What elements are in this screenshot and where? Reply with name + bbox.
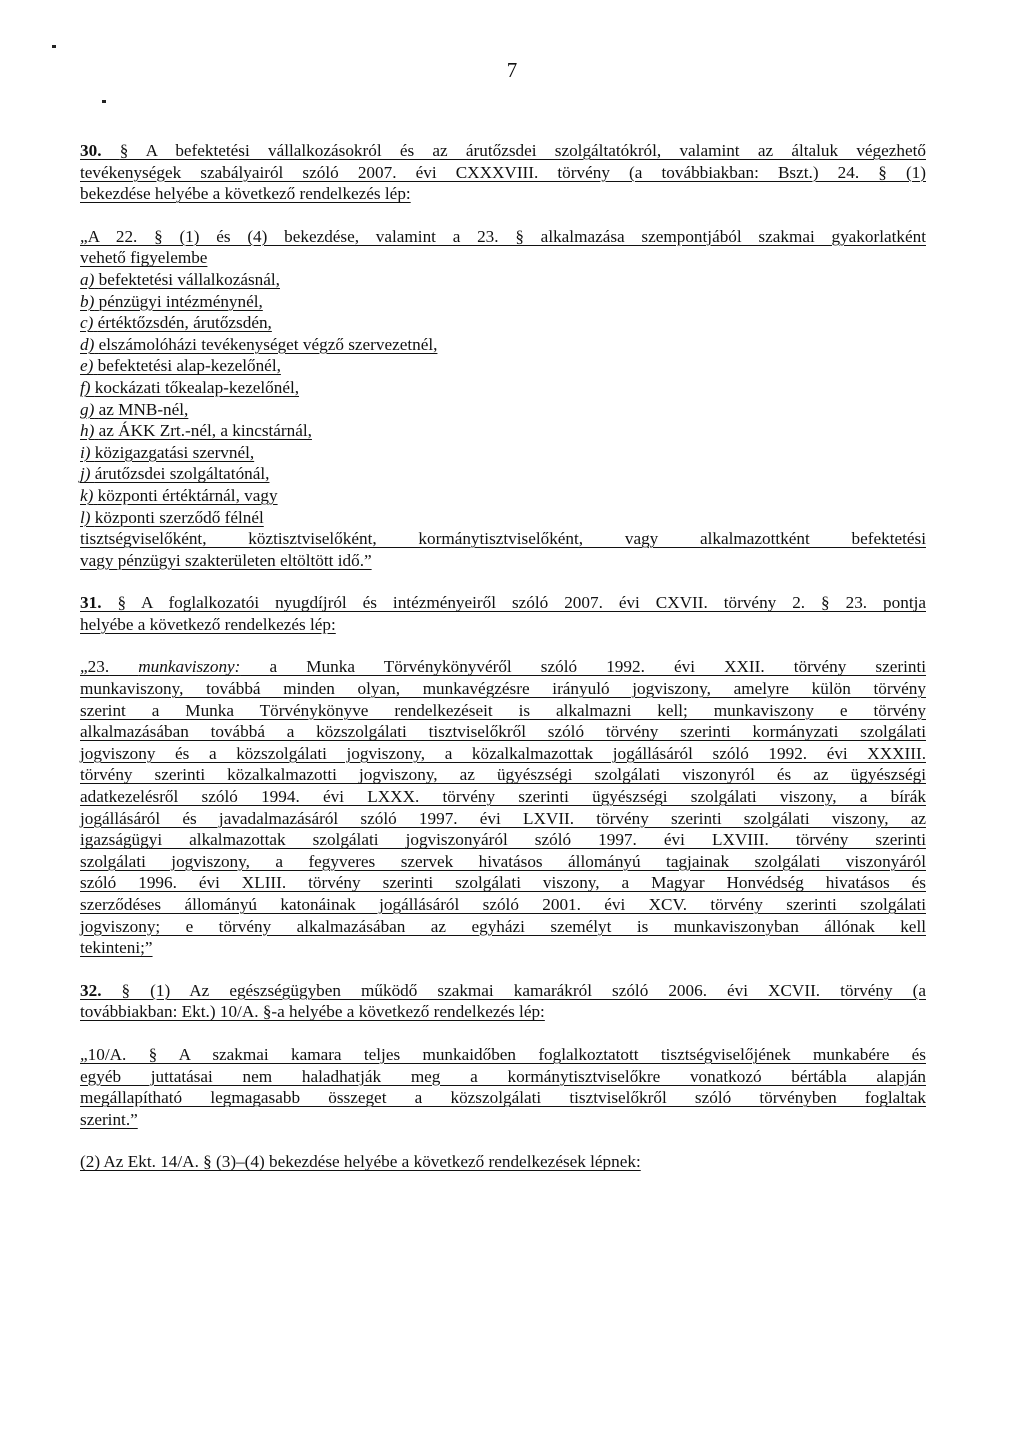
list-item	[80, 507, 926, 529]
text-line: szerint a Munka Törvénykönyve rendelkezéseit is alkalmazni kell; munkaviszony e törvény	[80, 700, 926, 720]
scan-mark	[52, 45, 56, 48]
list-item	[80, 399, 926, 421]
definition-text	[80, 678, 926, 937]
list-items	[80, 269, 926, 528]
paragraph-2: (2) Az Ekt. 14/A. § (3)–(4) bekezdése helyébe a következő rendelkezések lépnek:	[80, 1152, 641, 1172]
list-item	[80, 355, 926, 377]
list-item-text: értéktőzsdén, árutőzsdén,	[97, 313, 272, 333]
list-item	[80, 312, 926, 334]
list-item-text: központi szerződő félnél	[94, 507, 264, 527]
list-item	[80, 377, 926, 399]
list-item-text: árutőzsdei szolgáltatónál,	[94, 464, 270, 484]
definition-first-line: „23. munkaviszony: a Munka Törvénykönyvéről szóló 1992. évi XXII. törvény szerinti	[80, 657, 927, 677]
list-item-letter: f)	[80, 377, 91, 397]
list-item-text: közigazgatási szervnél,	[94, 442, 255, 462]
list-item	[80, 463, 926, 485]
list-item-letter: g)	[80, 399, 95, 419]
section-number: 32.	[80, 980, 102, 1000]
list-item	[80, 291, 926, 313]
section-number: 31.	[80, 593, 102, 613]
list-item-text: az MNB-nél,	[98, 399, 189, 419]
section-32-line-2: továbbiakban: Ekt.) 10/A. §-a helyébe a következő rendelkezés lép:	[80, 1002, 545, 1022]
text-line: szóló 1996. évi XLIII. törvény szerinti szolgálati viszony, a Magyar Honvédség hivatásos és	[80, 873, 926, 893]
list-item-letter: l)	[80, 507, 91, 527]
list-item-letter: k)	[80, 485, 94, 505]
list-item	[80, 334, 926, 356]
text-line: jogviszony; e törvény alkalmazásában az egyházi személyt is munkaviszonyban állónak kell	[80, 916, 926, 936]
text-line: szolgálati jogviszony, a fegyveres szervek hivatásos állományú tagjainak szolgálati viszonyáról	[80, 851, 926, 871]
list-item-text: kockázati tőkealap-kezelőnél,	[94, 377, 300, 397]
list-item-text: elszámolóházi tevékenységet végző szervezetnél,	[98, 334, 438, 354]
text-line: jogállásáról és javadalmazásáról szóló 1997. évi LXVII. törvény szerinti szolgálati viszony, az	[80, 808, 926, 828]
scan-mark	[102, 100, 106, 103]
text-line: igazságügyi alkalmazottak szolgálati jogviszonyáról szóló 1997. évi LXVIII. törvény szerinti	[80, 830, 926, 850]
quoted-provision	[80, 1044, 926, 1109]
list-item-text: befektetési alap-kezelőnél,	[97, 356, 281, 376]
text-line: szerződéses állományú katonáinak jogállásáról szóló 2001. évi XCV. törvény szerinti szolgálati	[80, 895, 926, 914]
section-30	[80, 140, 926, 571]
definition-last-line: tekinteni;”	[80, 938, 153, 958]
closing-line-1: tisztségviselőként, köztisztviselőként, kormánytisztviselőként, vagy alkalmazottként befektetési	[80, 529, 926, 549]
quote-line-2: vehető figyelembe	[80, 248, 208, 268]
list-item-letter: d)	[80, 334, 95, 354]
text-line: munkaviszony, továbbá minden olyan, munkavégzésre irányuló jogviszony, amelyre külön törvény	[80, 679, 926, 699]
list-item-letter: b)	[80, 291, 95, 311]
text-line: jogviszony és a közszolgálati jogviszony, a közalkalmazottak jogállásáról szóló 1992. évi XXXIII.	[80, 743, 926, 763]
list-item	[80, 420, 926, 442]
section-31-line-1: 31. § A foglalkozatói nyugdíjról és intézményeiről szóló 2007. évi CXVII. törvény 2. § 23. pontja	[80, 593, 926, 613]
list-item-text: központi értéktárnál, vagy	[97, 485, 278, 505]
list-item-text: pénzügyi intézménynél,	[98, 291, 263, 311]
closing-line-2: vagy pénzügyi szakterületen eltöltött idő.”	[80, 550, 372, 570]
defined-term: munkaviszony:	[138, 657, 241, 677]
page-number: 7	[506, 58, 518, 82]
list-item-letter: a)	[80, 269, 95, 289]
list-item	[80, 485, 926, 507]
list-item-letter: i)	[80, 442, 91, 462]
text-line: megállapítható legmagasabb összeget a közszolgálati tisztviselőkről szóló törvényben foglaltak	[80, 1088, 926, 1108]
section-32-line-1: 32. § (1) Az egészségügyben működő szakmai kamarákról szóló 2006. évi XCVII. törvény (a	[80, 980, 926, 1000]
text-line: alkalmazásában továbbá a közszolgálati tisztviselőkről szóló törvény szerinti kormányzati szolgálati	[80, 722, 926, 742]
section-number: 30.	[80, 141, 102, 160]
section-32	[80, 980, 926, 1173]
text-line: egyéb juttatásai nem haladhatják meg a kormánytisztviselőkre vonatkozó bértábla alapján	[80, 1066, 926, 1086]
list-item	[80, 269, 926, 291]
list-item-letter: h)	[80, 421, 95, 441]
section-31	[80, 592, 926, 959]
quote-line-1: „A 22. § (1) és (4) bekezdése, valamint a 23. § alkalmazása szempontjából szakmai gyakorlatként	[80, 226, 926, 246]
section-31-line-2: helyébe a következő rendelkezés lép:	[80, 614, 336, 634]
document-body	[80, 140, 926, 1173]
text-line: adatkezelésről szóló 1994. évi LXXX. törvény szerinti ügyészségi szolgálati viszony, a bírák	[80, 787, 926, 807]
text-line: „10/A. § A szakmai kamara teljes munkaidőben foglalkoztatott tisztségviselőjének munkabére és	[80, 1044, 926, 1064]
section-30-line-2: tevékenységek szabályairól szóló 2007. évi CXXXVIII. törvény (a továbbiakban: Bszt.) 24. § (1)	[80, 162, 926, 182]
list-item-letter: c)	[80, 313, 94, 333]
quoted-provision-last-line: szerint.”	[80, 1109, 138, 1129]
section-30-line-3: bekezdése helyébe a következő rendelkezés lép:	[80, 184, 411, 204]
section-30-line-1: 30. § A befektetési vállalkozásokról és az árutőzsdei szolgáltatókról, valamint az általuk végezhető	[80, 141, 926, 160]
list-item-text: az ÁKK Zrt.-nél, a kincstárnál,	[98, 421, 312, 441]
list-item-letter: j)	[80, 464, 91, 484]
list-item-letter: e)	[80, 356, 94, 376]
text-line: törvény szerinti közalkalmazotti jogviszony, az ügyészségi szolgálati viszonyról és az ügyészségi	[80, 765, 926, 785]
list-item-text: befektetési vállalkozásnál,	[98, 269, 280, 289]
list-item	[80, 442, 926, 464]
